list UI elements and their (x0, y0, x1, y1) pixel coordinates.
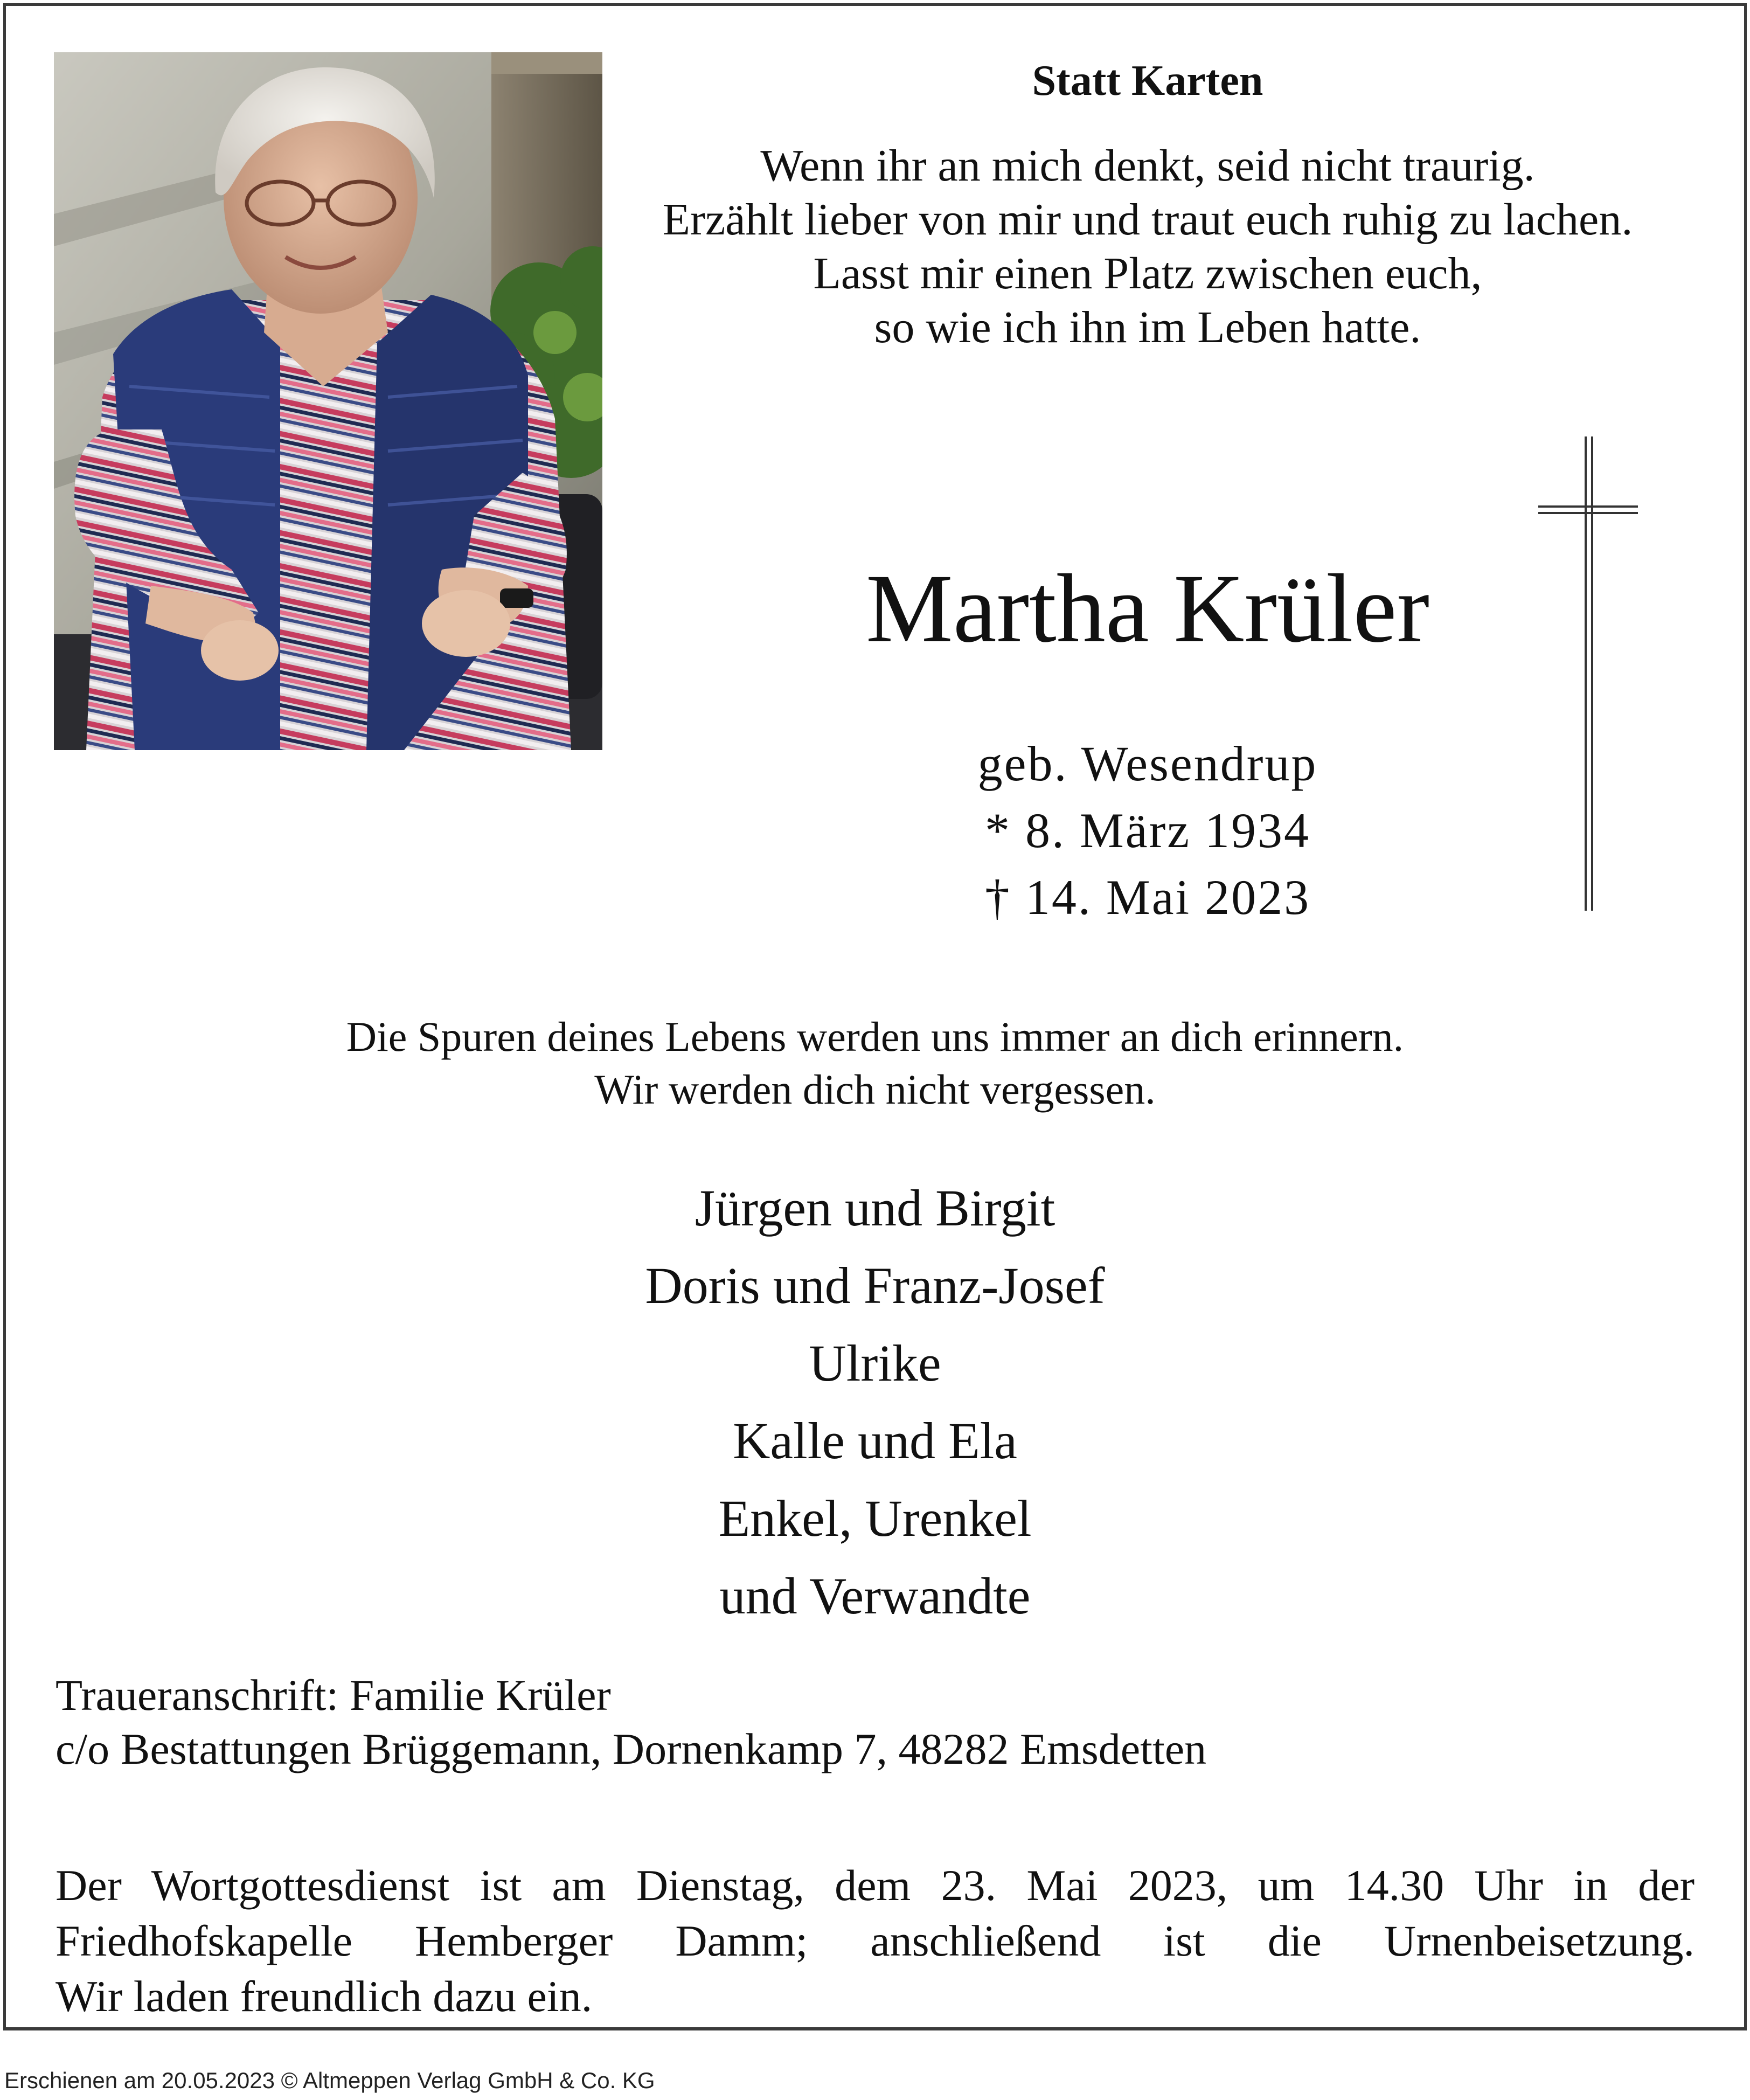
mourner: Enkel, Urenkel (718, 1489, 1032, 1547)
mourner: Doris und Franz-Josef (645, 1257, 1105, 1314)
memory-line: Wir werden dich nicht vergessen. (594, 1066, 1156, 1113)
service-line-3: Wir laden freundlich dazu ein. (55, 1972, 593, 2021)
address-line-1: Traueranschrift: Familie Krüler (55, 1671, 611, 1720)
poem (609, 139, 1686, 355)
memory-text (0, 1010, 1750, 1116)
mourner: Jürgen und Birgit (695, 1179, 1055, 1237)
deceased-name: Martha Krüler (865, 555, 1430, 663)
mourner: Kalle und Ela (733, 1412, 1017, 1470)
address-line-2: c/o Bestattungen Brüggemann, Dornenkamp 7, 48282 Emsdetten (55, 1724, 1207, 1773)
poem-line: Erzählt lieber von mir und traut euch ruhig zu lachen. (662, 195, 1633, 245)
death-date: † 14. Mai 2023 (984, 870, 1311, 925)
birth-date: * 8. März 1934 (984, 803, 1311, 858)
mourner: und Verwandte (719, 1567, 1031, 1625)
maiden-name: geb. Wesendrup (977, 736, 1318, 791)
mourner: Ulrike (809, 1334, 941, 1392)
service-line-1: Der Wortgottesdienst ist am Dienstag, dem 23. Mai 2023, um 14.30 Uhr in der (55, 1861, 1695, 1910)
portrait-photo (54, 52, 602, 750)
mourning-address (55, 1668, 1206, 1776)
poem-line: so wie ich ihn im Leben hatte. (874, 302, 1421, 352)
poem-line: Wenn ihr an mich denkt, seid nicht traurig. (760, 141, 1535, 191)
poem-line: Lasst mir einen Platz zwischen euch, (813, 248, 1482, 299)
deceased-details (824, 730, 1471, 931)
publication-footer: Erschienen am 20.05.2023 © Altmeppen Verlag GmbH & Co. KG (4, 2068, 655, 2093)
intro-title: Statt Karten (1032, 57, 1263, 105)
cross-icon (1538, 436, 1641, 916)
mourners-list (0, 1169, 1750, 1635)
service-line-2: Friedhofskapelle Hemberger Damm; anschließend ist die Urnenbeisetzung. (55, 1916, 1695, 1965)
service-announcement (55, 1858, 1695, 2024)
memory-line: Die Spuren deines Lebens werden uns immer an dich erinnern. (346, 1013, 1404, 1060)
